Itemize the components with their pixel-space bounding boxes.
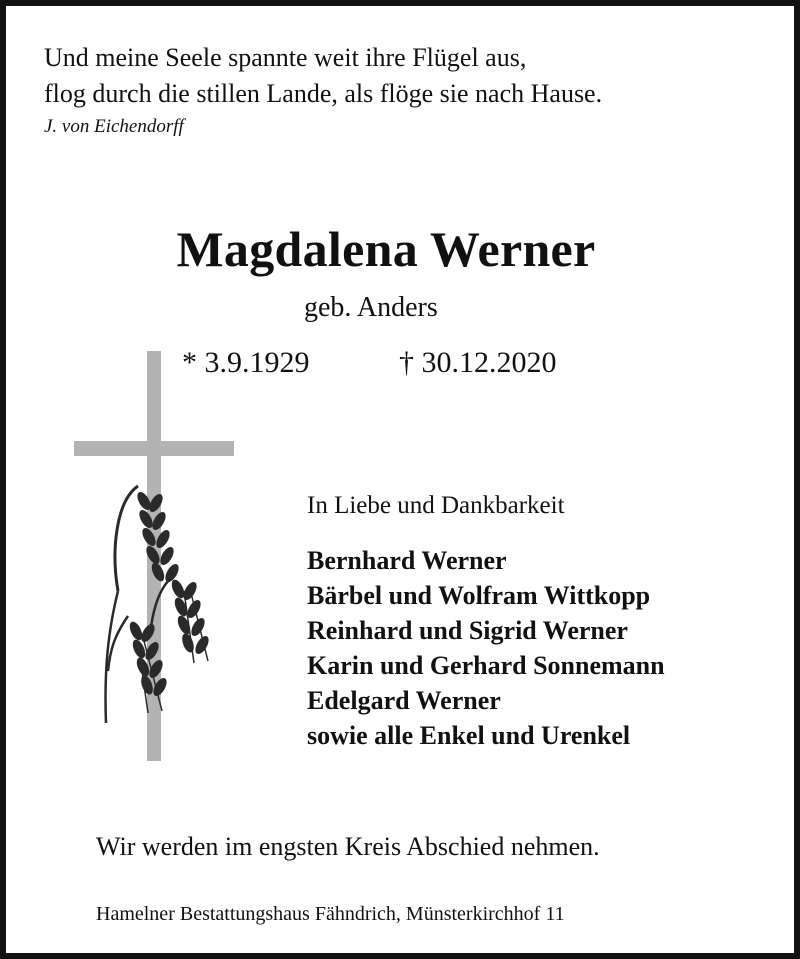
poem: [44, 40, 602, 112]
gratitude-line: In Liebe und Dankbarkeit: [307, 492, 565, 519]
mourner-name: sowie alle Enkel und Urenkel: [307, 721, 631, 750]
birth-date: * 3.9.1929: [182, 346, 310, 379]
mourner-name: Bärbel und Wolfram Wittkopp: [307, 581, 651, 610]
maiden-name: geb. Anders: [304, 292, 438, 323]
poem-author: J. von Eichendorff: [44, 116, 184, 137]
mourner-name: Karin und Gerhard Sonnemann: [307, 651, 665, 680]
farewell-notice: Wir werden im engsten Kreis Abschied nehmen.: [96, 832, 600, 861]
poem-line: flog durch die stillen Lande, als flöge sie nach Hause.: [44, 79, 603, 108]
funeral-home-address: Hamelner Bestattungshaus Fähndrich, Münsterkirchhof 11: [96, 903, 565, 925]
mourner-name: Bernhard Werner: [307, 546, 507, 575]
cross-with-wheat-icon: [66, 351, 246, 766]
mourner-name: Reinhard und Sigrid Werner: [307, 616, 628, 645]
poem-line: Und meine Seele spannte weit ihre Flügel aus,: [44, 43, 527, 72]
mourner-name: Edelgard Werner: [307, 686, 501, 715]
deceased-name: Magdalena Werner: [176, 221, 596, 277]
mourners-list: [307, 543, 665, 753]
death-date: † 30.12.2020: [399, 346, 557, 379]
